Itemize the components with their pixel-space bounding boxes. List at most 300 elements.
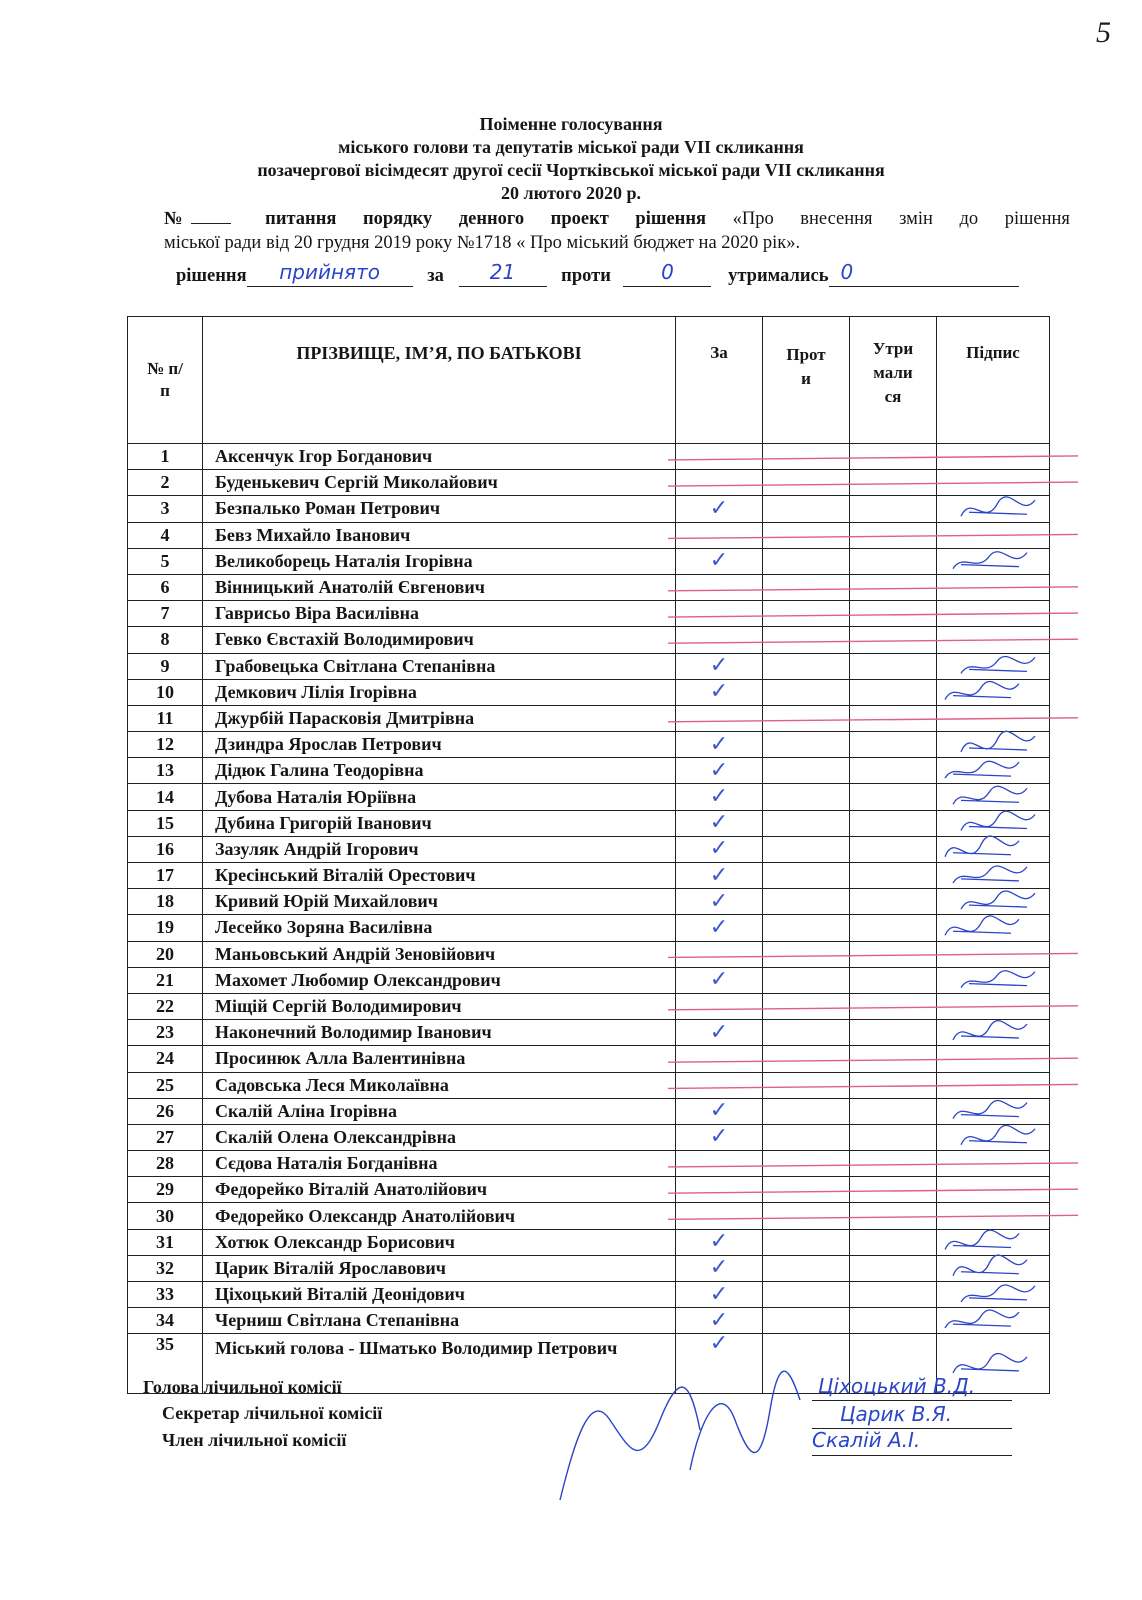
heading-title: Поіменне голосування [479, 114, 663, 134]
agenda-word: до [959, 209, 979, 229]
row-number: 6 [128, 574, 203, 600]
row-name: Гаврисьо Віра Василівна [203, 601, 676, 627]
row-signature [937, 1255, 1050, 1281]
agenda-word: рішення [1004, 209, 1070, 229]
agenda-line-2: міської ради від 20 грудня 2019 року №1718 « Про міський бюджет на 2020 рік». [164, 233, 801, 253]
row-vote-for [676, 967, 763, 993]
row-vote-against [763, 863, 850, 889]
row-number: 5 [128, 548, 203, 574]
table-row [128, 470, 1050, 496]
row-name: Буденькевич Сергій Миколайович [203, 470, 676, 496]
chair-label: Голова лічильної комісії [143, 1377, 342, 1397]
row-number: 20 [128, 941, 203, 967]
row-vote-for [676, 784, 763, 810]
row-name: Скалій Олена Олександрівна [203, 1124, 676, 1150]
row-vote-for [676, 1020, 763, 1046]
row-signature [937, 496, 1050, 522]
row-vote-for [676, 915, 763, 941]
row-signature [937, 1177, 1050, 1203]
row-number: 32 [128, 1255, 203, 1281]
row-vote-abstain [850, 1020, 937, 1046]
checkmark-icon: ✓ [709, 679, 729, 705]
row-vote-for [676, 1151, 763, 1177]
row-vote-for [676, 863, 763, 889]
row-vote-against [763, 941, 850, 967]
table-row [128, 941, 1050, 967]
row-vote-against [763, 1151, 850, 1177]
row-vote-abstain [850, 627, 937, 653]
row-vote-for [676, 574, 763, 600]
row-name: Черниш Світлана Степанівна [203, 1308, 676, 1334]
row-signature [937, 941, 1050, 967]
decision-label: рішення [176, 266, 247, 286]
row-number: 8 [128, 627, 203, 653]
row-name: Аксенчук Ігор Богданович [203, 444, 676, 470]
table-row [128, 1046, 1050, 1072]
row-signature [937, 784, 1050, 810]
header-for: За [676, 317, 763, 444]
checkmark-icon: ✓ [709, 914, 729, 940]
table-row [128, 1020, 1050, 1046]
row-name: Маньовський Андрій Зеновійович [203, 941, 676, 967]
row-name: Лесейко Зоряна Василівна [203, 915, 676, 941]
abstain-label: утримались [728, 266, 829, 286]
row-vote-against [763, 470, 850, 496]
row-vote-for [676, 1203, 763, 1229]
agenda-word: питання [265, 209, 337, 229]
row-vote-against [763, 601, 850, 627]
row-signature [937, 1308, 1050, 1334]
row-vote-for [676, 836, 763, 862]
row-vote-for [676, 627, 763, 653]
row-vote-abstain [850, 522, 937, 548]
row-number: 35 [128, 1334, 203, 1394]
row-number: 17 [128, 863, 203, 889]
row-name: Міський голова - Шматько Володимир Петрович [203, 1334, 676, 1394]
row-name: Царик Віталій Ярославович [203, 1255, 676, 1281]
agenda-number-blank [191, 207, 231, 224]
row-name: Демкович Лілія Ігорівна [203, 679, 676, 705]
row-name: Великоборець Наталія Ігорівна [203, 548, 676, 574]
checkmark-icon: ✓ [709, 1019, 729, 1045]
agenda-item [164, 207, 1070, 255]
row-vote-for [676, 522, 763, 548]
row-number: 23 [128, 1020, 203, 1046]
row-signature [937, 548, 1050, 574]
row-vote-abstain [850, 1151, 937, 1177]
row-vote-for [676, 1124, 763, 1150]
row-number: 27 [128, 1124, 203, 1150]
table-row [128, 1072, 1050, 1098]
heading-line-2: міського голови та депутатів міської ради VII скликання [338, 137, 804, 157]
row-vote-abstain [850, 889, 937, 915]
table-row [128, 732, 1050, 758]
document-heading [0, 113, 1142, 205]
row-signature [937, 444, 1050, 470]
row-signature [937, 470, 1050, 496]
agenda-word: змін [899, 209, 933, 229]
against-label: проти [561, 266, 611, 286]
checkmark-icon: ✓ [709, 784, 729, 810]
row-vote-for [676, 941, 763, 967]
table-header-row [128, 317, 1050, 444]
checkmark-icon: ✓ [709, 1255, 729, 1281]
row-vote-against [763, 1020, 850, 1046]
row-vote-against [763, 522, 850, 548]
row-vote-abstain [850, 496, 937, 522]
row-vote-abstain [850, 941, 937, 967]
table-row [128, 679, 1050, 705]
row-name: Ціхоцький Віталій Деонідович [203, 1282, 676, 1308]
table-row [128, 1151, 1050, 1177]
row-number: 31 [128, 1229, 203, 1255]
row-name: Хотюк Олександр Борисович [203, 1229, 676, 1255]
row-vote-against [763, 1177, 850, 1203]
row-vote-abstain [850, 601, 937, 627]
row-signature [937, 601, 1050, 627]
row-name: Зазуляк Андрій Ігорович [203, 836, 676, 862]
row-number: 34 [128, 1308, 203, 1334]
decision-value: прийнято [279, 260, 380, 284]
row-signature [937, 679, 1050, 705]
row-signature [937, 1046, 1050, 1072]
row-name: Федорейко Віталій Анатолійович [203, 1177, 676, 1203]
row-number: 33 [128, 1282, 203, 1308]
table-row [128, 496, 1050, 522]
row-number: 22 [128, 993, 203, 1019]
row-vote-abstain [850, 1255, 937, 1281]
table-row [128, 444, 1050, 470]
for-field [459, 260, 547, 287]
row-name: Міщій Сергій Володимирович [203, 993, 676, 1019]
row-vote-for [676, 601, 763, 627]
row-vote-abstain [850, 679, 937, 705]
table-row [128, 1124, 1050, 1150]
row-vote-for [676, 1255, 763, 1281]
row-vote-abstain [850, 548, 937, 574]
row-number: 24 [128, 1046, 203, 1072]
row-name: Гевко Євстахій Володимирович [203, 627, 676, 653]
row-name: Кривий Юрій Михайлович [203, 889, 676, 915]
row-name: Сєдова Наталія Богданівна [203, 1151, 676, 1177]
row-vote-against [763, 836, 850, 862]
row-number: 16 [128, 836, 203, 862]
against-field [623, 260, 711, 287]
row-vote-for [676, 653, 763, 679]
row-vote-for [676, 1072, 763, 1098]
row-name: Бевз Михайло Іванович [203, 522, 676, 548]
row-signature [937, 993, 1050, 1019]
row-vote-against [763, 1203, 850, 1229]
row-signature [937, 810, 1050, 836]
row-signature [937, 653, 1050, 679]
checkmark-icon: ✓ [709, 1331, 729, 1357]
row-vote-for [676, 889, 763, 915]
row-vote-for [676, 732, 763, 758]
for-label: за [427, 266, 444, 286]
row-number: 12 [128, 732, 203, 758]
checkmark-icon: ✓ [709, 757, 729, 783]
row-vote-for [676, 496, 763, 522]
row-number: 19 [128, 915, 203, 941]
table-row [128, 993, 1050, 1019]
row-signature [937, 522, 1050, 548]
for-value: 21 [489, 260, 516, 284]
row-vote-abstain [850, 1177, 937, 1203]
table-row [128, 915, 1050, 941]
checkmark-icon: ✓ [709, 1124, 729, 1150]
row-vote-against [763, 889, 850, 915]
row-vote-against [763, 732, 850, 758]
row-signature [937, 967, 1050, 993]
row-vote-against [763, 1098, 850, 1124]
row-signature [937, 1124, 1050, 1150]
row-vote-abstain [850, 784, 937, 810]
row-vote-abstain [850, 863, 937, 889]
row-signature [937, 1203, 1050, 1229]
table-row [128, 705, 1050, 731]
row-vote-abstain [850, 470, 937, 496]
row-vote-against [763, 758, 850, 784]
row-vote-for [676, 548, 763, 574]
row-vote-abstain [850, 653, 937, 679]
row-vote-against [763, 444, 850, 470]
row-vote-abstain [850, 993, 937, 1019]
table-row [128, 1229, 1050, 1255]
table-row [128, 863, 1050, 889]
row-name: Безпалько Роман Петрович [203, 496, 676, 522]
row-number: 14 [128, 784, 203, 810]
table-row [128, 784, 1050, 810]
row-vote-against [763, 1255, 850, 1281]
member-signature-line [812, 1455, 1012, 1456]
checkmark-icon: ✓ [709, 810, 729, 836]
table-row [128, 1098, 1050, 1124]
row-vote-against [763, 993, 850, 1019]
row-name: Джурбій Парасковія Дмитрівна [203, 705, 676, 731]
row-vote-for [676, 1331, 763, 1394]
header-signature: Підпис [937, 317, 1050, 444]
row-vote-against [763, 496, 850, 522]
agenda-word: денного [458, 209, 525, 229]
agenda-word: «Про [732, 209, 774, 229]
row-vote-abstain [850, 574, 937, 600]
row-vote-against [763, 1229, 850, 1255]
row-name: Федорейко Олександр Анатолійович [203, 1203, 676, 1229]
row-number: 18 [128, 889, 203, 915]
row-number: 4 [128, 522, 203, 548]
row-vote-against [763, 1072, 850, 1098]
table-row [128, 548, 1050, 574]
heading-date: 20 лютого 2020 р. [501, 183, 641, 203]
row-vote-abstain [850, 758, 937, 784]
row-vote-for [676, 470, 763, 496]
table-row [128, 653, 1050, 679]
table-row [128, 1255, 1050, 1281]
chair-signature-line [812, 1400, 1012, 1401]
row-vote-abstain [850, 1098, 937, 1124]
row-vote-against [763, 1124, 850, 1150]
header-name: ПРІЗВИЩЕ, ІМ’Я, ПО БАТЬКОВІ [203, 317, 676, 444]
abstain-value: 0 [840, 260, 854, 284]
row-vote-for [676, 1098, 763, 1124]
row-vote-for [676, 1229, 763, 1255]
secretary-name: Цариκ В.Я. [840, 1402, 952, 1426]
row-vote-for [676, 758, 763, 784]
row-signature [937, 915, 1050, 941]
row-number: 7 [128, 601, 203, 627]
row-vote-against [763, 653, 850, 679]
row-name: Дідюк Галина Теодорівна [203, 758, 676, 784]
checkmark-icon: ✓ [709, 1098, 729, 1124]
row-number: 25 [128, 1072, 203, 1098]
row-vote-against [763, 574, 850, 600]
table-row [128, 522, 1050, 548]
checkmark-icon: ✓ [709, 1281, 729, 1307]
row-number: 15 [128, 810, 203, 836]
row-number: 13 [128, 758, 203, 784]
row-vote-abstain [850, 1124, 937, 1150]
result-line [176, 260, 1019, 287]
secretary-label: Секретар лічильної комісії [162, 1403, 383, 1423]
row-number: 30 [128, 1203, 203, 1229]
page-number: 5 [1096, 16, 1111, 49]
checkmark-icon: ✓ [709, 888, 729, 914]
row-vote-abstain [850, 1046, 937, 1072]
row-signature [937, 574, 1050, 600]
row-vote-against [763, 548, 850, 574]
row-number: 26 [128, 1098, 203, 1124]
checkmark-icon: ✓ [709, 495, 729, 521]
row-signature [937, 1098, 1050, 1124]
row-signature [937, 1229, 1050, 1255]
row-vote-for [676, 1308, 763, 1334]
row-vote-abstain [850, 810, 937, 836]
row-signature [937, 836, 1050, 862]
row-vote-against [763, 627, 850, 653]
header-number: № п/п [128, 317, 203, 444]
row-name: Скалій Аліна Ігорівна [203, 1098, 676, 1124]
row-number: 3 [128, 496, 203, 522]
row-name: Дубова Наталія Юріївна [203, 784, 676, 810]
row-vote-abstain [850, 967, 937, 993]
commission-signature [560, 1387, 700, 1500]
checkmark-icon: ✓ [709, 653, 729, 679]
row-signature [937, 1072, 1050, 1098]
table-row [128, 1308, 1050, 1334]
row-vote-for [676, 1282, 763, 1308]
row-vote-for [676, 1177, 763, 1203]
row-signature [937, 1151, 1050, 1177]
row-signature [937, 705, 1050, 731]
checkmark-icon: ✓ [709, 731, 729, 757]
row-vote-against [763, 1308, 850, 1334]
row-vote-against [763, 784, 850, 810]
row-vote-against [763, 1046, 850, 1072]
agenda-word: порядку [362, 209, 433, 229]
row-name: Махомет Любомир Олександрович [203, 967, 676, 993]
row-number: 21 [128, 967, 203, 993]
member-name: Скалій А.І. [812, 1428, 921, 1452]
agenda-word: рішення [635, 209, 706, 229]
row-vote-against [763, 810, 850, 836]
row-vote-abstain [850, 1282, 937, 1308]
table-row [128, 967, 1050, 993]
table-row [128, 574, 1050, 600]
table-row [128, 1282, 1050, 1308]
row-name: Садовська Леся Миколаївна [203, 1072, 676, 1098]
header-abstain: Утрималися [850, 317, 937, 444]
table-row [128, 1177, 1050, 1203]
row-vote-for [676, 810, 763, 836]
checkmark-icon: ✓ [709, 967, 729, 993]
row-vote-abstain [850, 1308, 937, 1334]
table-row [128, 758, 1050, 784]
vote-table [127, 316, 1050, 1394]
table-row [128, 601, 1050, 627]
against-value: 0 [661, 260, 674, 284]
row-vote-abstain [850, 705, 937, 731]
row-name: Грабовецька Світлана Степанівна [203, 653, 676, 679]
agenda-line-1 [164, 207, 1070, 231]
row-vote-for [676, 1046, 763, 1072]
row-number: 10 [128, 679, 203, 705]
row-name: Дубина Григорій Іванович [203, 810, 676, 836]
row-vote-abstain [850, 1072, 937, 1098]
table-row [128, 627, 1050, 653]
checkmark-icon: ✓ [709, 1229, 729, 1255]
row-vote-abstain [850, 732, 937, 758]
table-row [128, 1203, 1050, 1229]
abstain-field [829, 260, 1019, 287]
row-vote-against [763, 915, 850, 941]
row-number: 2 [128, 470, 203, 496]
row-vote-against [763, 1282, 850, 1308]
row-name: Вінницький Анатолій Євгенович [203, 574, 676, 600]
row-vote-abstain [850, 1229, 937, 1255]
table-row [128, 836, 1050, 862]
row-vote-for [676, 444, 763, 470]
row-vote-for [676, 679, 763, 705]
decision-field [247, 260, 413, 287]
chair-name: Ціхоцький В.Д. [818, 1374, 976, 1398]
checkmark-icon: ✓ [709, 1307, 729, 1333]
heading-line-3: позачергової вісімдесят другої сесії Чортківської міської ради VII скликання [257, 160, 885, 180]
table-row [128, 889, 1050, 915]
row-number: 9 [128, 653, 203, 679]
member-label: Член лічильної комісії [162, 1430, 347, 1450]
row-number: 1 [128, 444, 203, 470]
row-signature [937, 889, 1050, 915]
row-signature [937, 1282, 1050, 1308]
row-number: 28 [128, 1151, 203, 1177]
row-signature [937, 758, 1050, 784]
row-number: 29 [128, 1177, 203, 1203]
row-name: Дзиндра Ярослав Петрович [203, 732, 676, 758]
checkmark-icon: ✓ [709, 836, 729, 862]
row-signature [937, 627, 1050, 653]
row-name: Наконечний Володимир Іванович [203, 1020, 676, 1046]
agenda-word: проект [550, 209, 609, 229]
row-vote-for [676, 705, 763, 731]
row-vote-abstain [850, 836, 937, 862]
row-vote-abstain [850, 444, 937, 470]
row-number: 11 [128, 705, 203, 731]
row-name: Кресінський Віталій Орестович [203, 863, 676, 889]
row-name: Просинюк Алла Валентинівна [203, 1046, 676, 1072]
header-against: Проти [763, 317, 850, 444]
row-vote-against [763, 679, 850, 705]
